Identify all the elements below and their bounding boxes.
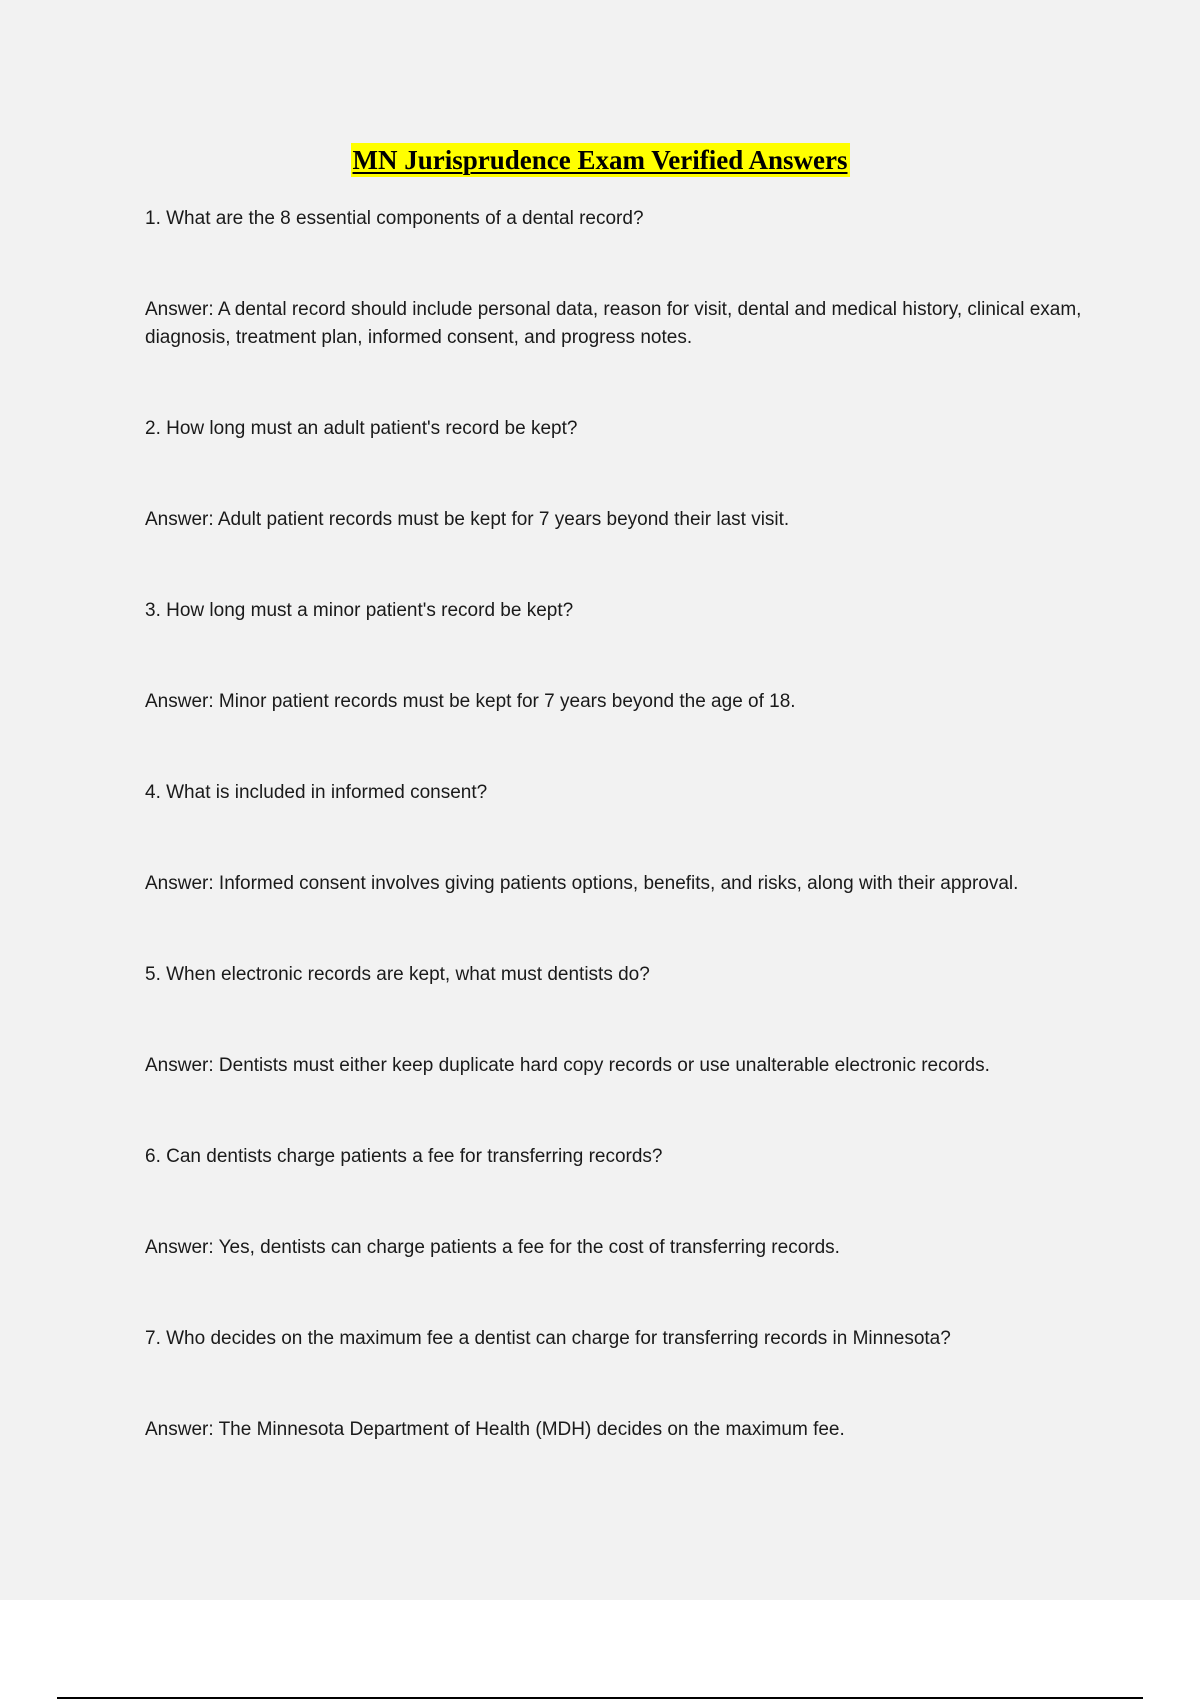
answer-7: Answer: The Minnesota Department of Health (MDH) decides on the maximum fee. [145, 1419, 845, 1440]
answer-6: Answer: Yes, dentists can charge patients a fee for the cost of transferring records. [145, 1237, 840, 1258]
answer-3: Answer: Minor patient records must be kept for 7 years beyond the age of 18. [145, 691, 796, 712]
answer-5: Answer: Dentists must either keep duplicate hard copy records or use unalterable electronic records. [145, 1055, 990, 1076]
question-4: 4. What is included in informed consent? [145, 782, 488, 803]
question-2: 2. How long must an adult patient's record be kept? [145, 418, 578, 439]
answer-1: Answer: A dental record should include personal data, reason for visit, dental and medical history, clinical exam, diagnosis, treatment plan, informed consent, and progress notes. [145, 299, 1082, 348]
document-title: MN Jurisprudence Exam Verified Answers [352, 145, 848, 175]
question-7: 7. Who decides on the maximum fee a dentist can charge for transferring records in Minnesota? [145, 1328, 951, 1349]
question-6: 6. Can dentists charge patients a fee for transferring records? [145, 1146, 663, 1167]
question-5: 5. When electronic records are kept, what must dentists do? [145, 964, 650, 985]
answer-2: Answer: Adult patient records must be kept for 7 years beyond their last visit. [145, 509, 790, 530]
title-container [0, 143, 1200, 177]
bottom-divider [57, 1697, 1143, 1699]
question-1: 1. What are the 8 essential components of a dental record? [145, 208, 644, 229]
question-3: 3. How long must a minor patient's record be kept? [145, 600, 574, 621]
answer-4: Answer: Informed consent involves giving patients options, benefits, and risks, along with their approval. [145, 873, 1019, 894]
